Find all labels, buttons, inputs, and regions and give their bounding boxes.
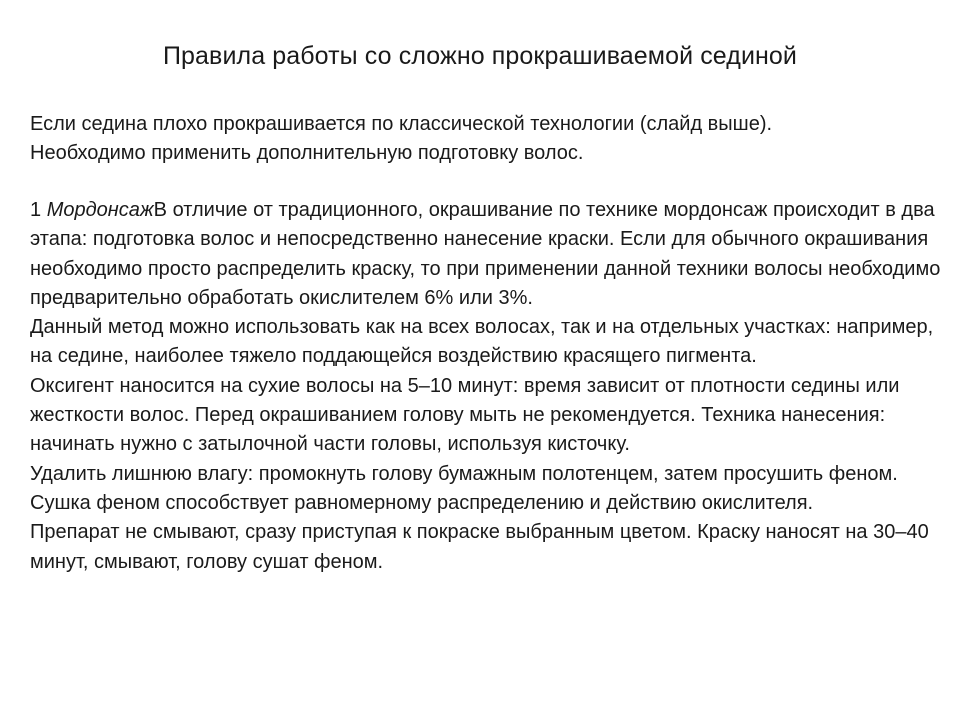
body-paragraph: Оксигент наносится на сухие волосы на 5–10 минут: время зависит от плотности седины или жесткости волос. Перед окрашиванием голову мыть не рекомендуется. Техника нанесения: начинать нужно с затылочной части головы, используя кисточку. bbox=[30, 374, 900, 456]
method-term: Мордонсаж bbox=[46, 199, 154, 221]
method-paragraph bbox=[30, 196, 946, 313]
body-paragraph: Препарат не смывают, сразу приступая к покраске выбранным цветом. Краску наносят на 30–40 минут, смывают, голову сушат феном. bbox=[30, 521, 929, 573]
body-block bbox=[30, 196, 946, 577]
method-description: В отличие от традиционного, окрашивание по технике мордонсаж происходит в два этапа: подготовка волос и непосредственно нанесение краски. Если для обычного окрашивания необходимо просто распределить краску, то при применении данной техники волосы необходимо предварительно обработать окислителем 6% или 3%. bbox=[30, 199, 941, 309]
intro-line: Необходимо применить дополнительную подготовку волос. bbox=[30, 142, 584, 164]
method-number: 1 bbox=[30, 199, 42, 221]
body-paragraph: Удалить лишнюю влагу: промокнуть голову бумажным полотенцем, затем просушить феном. Сушка феном способствует равномерному распределению и действию окислителя. bbox=[30, 462, 898, 514]
slide-title: Правила работы со сложно прокрашиваемой сединой bbox=[162, 42, 797, 70]
intro-line: Если седина плохо прокрашивается по классической технологии (слайд выше). bbox=[30, 113, 773, 135]
intro-block bbox=[30, 110, 940, 168]
body-paragraph: Данный метод можно использовать как на всех волосах, так и на отдельных участках: например, на седине, наиболее тяжело поддающейся воздействию красящего пигмента. bbox=[30, 316, 934, 368]
